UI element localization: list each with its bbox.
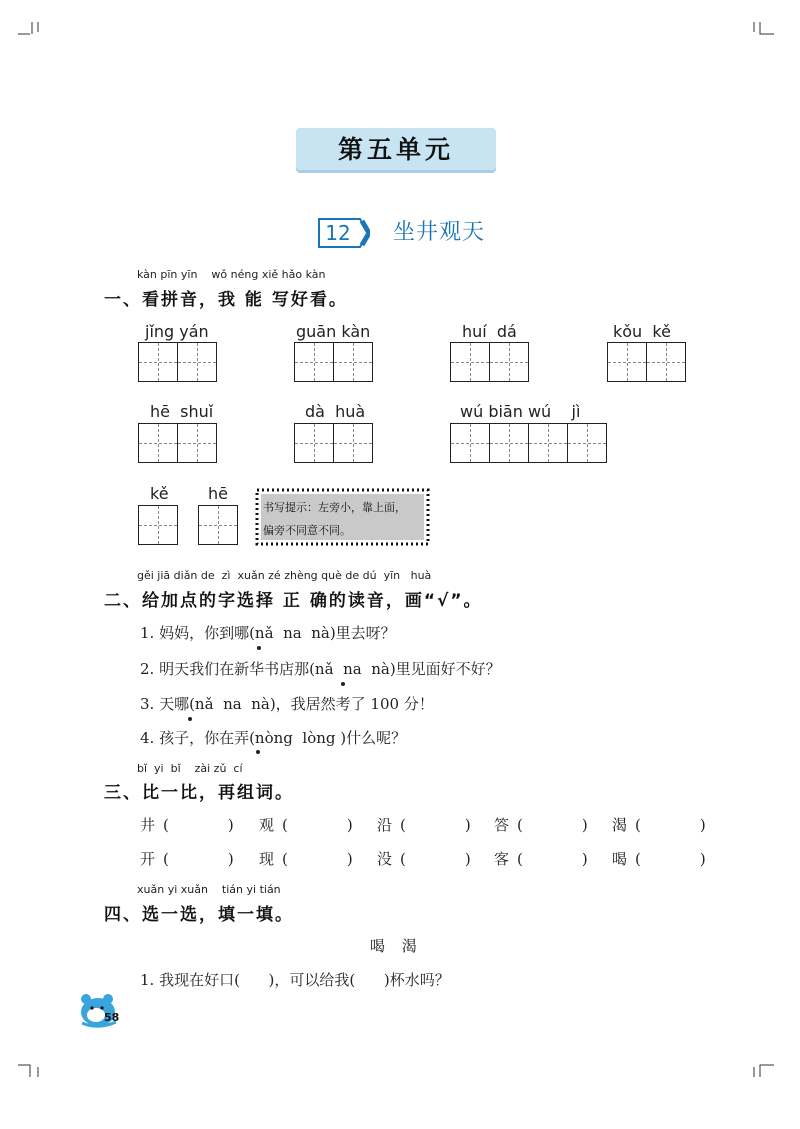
word-pair[interactable]: 答( ) (494, 816, 596, 834)
word-pair[interactable]: 客( ) (494, 850, 596, 868)
item-pinyin: hē shuǐ (150, 402, 214, 421)
writing-tip-box (255, 488, 430, 546)
writing-grid[interactable] (294, 342, 373, 382)
section1-heading: 一、看拼音，我 能 写好看。 (104, 290, 348, 310)
crop-mark-bottom-left (18, 1055, 40, 1077)
question-item: 1. 我现在好口( )，可以给我( )杯水吗？ (140, 971, 450, 989)
emphasis-dot (257, 646, 261, 650)
word-pair[interactable]: 井( ) (140, 816, 242, 834)
writing-grid[interactable] (138, 342, 217, 382)
word-pair[interactable]: 没( ) (377, 850, 479, 868)
item-pinyin: guān kàn (296, 322, 371, 341)
section1-pinyin: kàn pīn yīn wǒ néng xiě hǎo kàn (137, 268, 326, 281)
section3-heading: 三、比一比，再组词。 (104, 783, 294, 803)
crop-mark-bottom-right (752, 1055, 774, 1077)
word-pair[interactable]: 喝( ) (612, 850, 714, 868)
section3-pinyin: bǐ yi bǐ zài zǔ cí (137, 762, 243, 775)
question-item: 2. 明天我们在新华书店那(nǎ na nà)里见面好不好？ (140, 660, 501, 678)
emphasis-dot (188, 717, 192, 721)
item-pinyin: kǒu kě (613, 322, 671, 341)
question-item: 4. 孩子，你在弄(nòng lòng )什么呢？ (140, 729, 407, 747)
word-pair[interactable]: 观( ) (259, 816, 361, 834)
unit-banner (296, 128, 496, 170)
writing-grid[interactable] (138, 505, 178, 545)
item-pinyin: hē (208, 484, 228, 503)
item-pinyin: jǐng yán (145, 322, 209, 341)
tip-line-1: 书写提示：左旁小，靠上面， (263, 501, 406, 514)
writing-grid[interactable] (138, 423, 217, 463)
emphasis-dot (341, 682, 345, 686)
writing-grid[interactable] (607, 342, 686, 382)
question-item: 1. 妈妈，你到哪(nǎ na nà)里去呀？ (140, 624, 396, 642)
word-choices: 喝 渴 (370, 937, 423, 955)
item-pinyin: dà huà (305, 402, 366, 421)
word-pair[interactable]: 开( ) (140, 850, 242, 868)
page-number: 58 (104, 1011, 120, 1024)
section2-pinyin: gěi jiā diǎn de zì xuǎn zé zhèng què de dú yīn huà (137, 569, 432, 582)
crop-mark-top-left (18, 22, 40, 44)
section4-pinyin: xuǎn yi xuǎn tián yi tián (137, 883, 281, 896)
item-pinyin: wú biān wú jì (460, 402, 581, 421)
lesson-title: 坐井观天 (393, 220, 486, 245)
section4-heading: 四、选一选，填一填。 (104, 905, 294, 925)
question-item: 3. 天哪(nǎ na nà)，我居然考了 100 分！ (140, 695, 434, 713)
emphasis-dot (256, 750, 260, 754)
section2-heading: 二、给加点的字选择 正 确的读音，画“√”。 (104, 591, 483, 611)
item-pinyin: huí dá (462, 322, 517, 341)
lesson-number: 12 (325, 221, 351, 245)
writing-grid[interactable] (450, 423, 607, 463)
item-pinyin: kě (150, 484, 169, 503)
writing-grid[interactable] (294, 423, 373, 463)
writing-grid[interactable] (450, 342, 529, 382)
writing-grid[interactable] (198, 505, 238, 545)
word-pair[interactable]: 现( ) (259, 850, 361, 868)
tip-line-2: 偏旁不同意不同。 (263, 524, 351, 537)
unit-title: 第五单元 (337, 135, 454, 164)
word-pair[interactable]: 渴( ) (612, 816, 714, 834)
word-pair[interactable]: 沿( ) (377, 816, 479, 834)
crop-mark-top-right (752, 22, 774, 44)
